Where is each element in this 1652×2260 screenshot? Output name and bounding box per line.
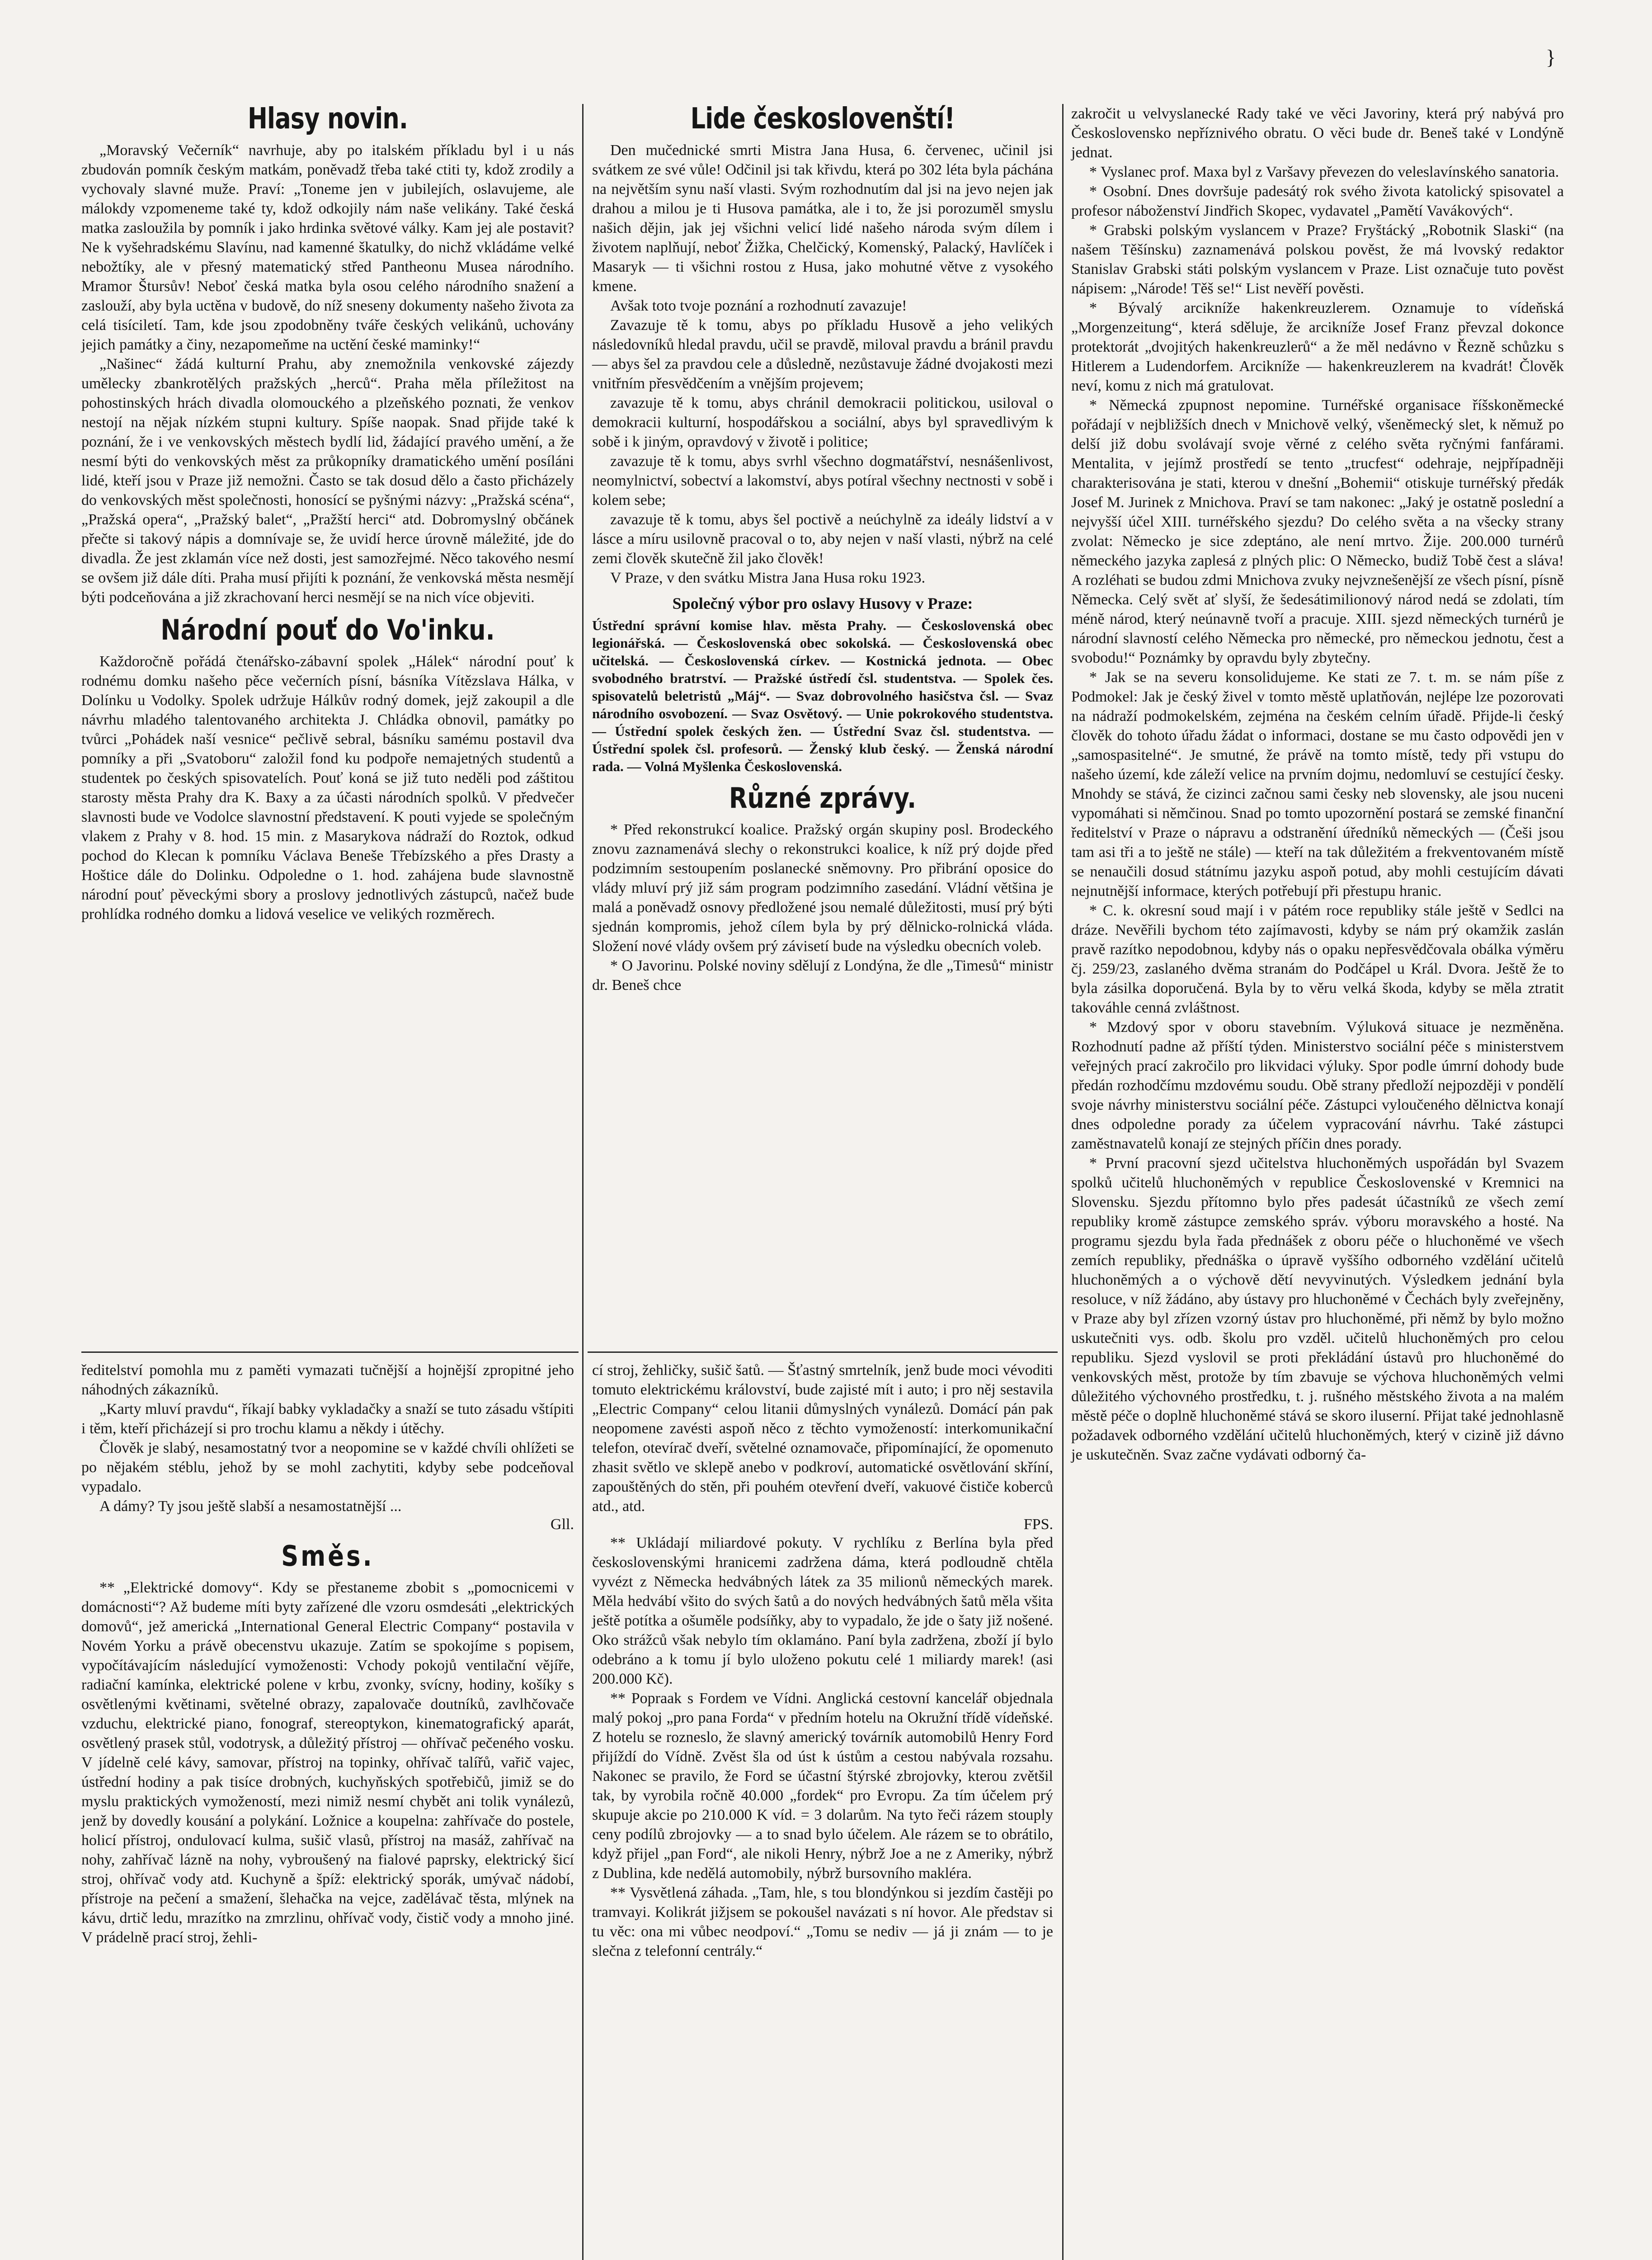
ruzne-title: Různé zprávy. (729, 782, 917, 815)
smes-continuation: cí stroj, žehličky, sušič šatů. — Šťastný smrtelník, jenž bude moci vévoditi tomuto elektrickému království, bude zajisté mít i auto; i pro něj sestavila „Electric Company“ celou litanii důmyslných vynálezů. Domácí pán pak neopomene zavésti aspoň něco z těchto vymožeností: interkomunikační telefon, otevírač dveří, světelné oznamovače, připomínající, že opomenuto zhasit světlo ve sklepě anebo v podkroví, automatické osvětlování skříní, zapouštěných do stěn, při pouhém otevření dveří, vakuové čističe koberců atd., atd. (592, 1362, 1053, 1515)
col3-paragraph-4: * Grabski polským vyslancem v Praze? Fryštácký „Robotnik Slaski“ (na našem Těšínsku) zaznamenává polskou pověst, že má lvovský redaktor Stanislav Grabski státi polským vyslancem v Praze. List označuje tuto pověst nápisem: „Národe! Těš se!“ List nevěří pověsti. (1071, 222, 1564, 297)
ruzne-paragraph-2: * O Javorinu. Polské noviny sdělují z Londýna, že dle „Timesů“ ministr dr. Beneš chce (592, 957, 1053, 994)
feuilleton-paragraph-3: A dámy? Ty jsou ještě slabší a nesamostatnější ... (99, 1498, 402, 1515)
committee-members: Ústřední správní komise hlav. města Prahy. — Československá obec legionářská. — Československá obec sokolská. — Československá obec učitelská. — Československá církev. — Kostnická jednota. — Obec svobodného bratrství. — Pražské ústředí čsl. studentstva. — Spolek čes. spisovatelů beletristů „Máj“. — Svaz dobrovolného hasičstva čsl. — Svaz národního osvobození. — Svaz Osvětový. — Unie pokrokového studentstva. — Ústřední spolek českých žen. — Ústřední Svaz čsl. studentstva. — Ústřední spolek čsl. profesorů. — Ženský klub český. — Ženská národní rada. — Volná Myšlenka Československá. (592, 617, 1053, 775)
col3-paragraph-6: * Německá zpupnost nepomine. Turnéřské organisace říšskoněmecké pořádají v nejbližších dnech v Mnichově velký, všeněmecký slet, k němuž po delší již dobu svolávají svoje věrné z celého světa ryčnými fanfárami. Mentalita, v jejímž prostředí se tento „trucfest“ odehraje, nejpřípadněji charakterisována je stati, kterou v dnešní „Bohemii“ otiskuje turnéřský předák Josef M. Jurinek z Mnichova. Praví se tam nakonec: „Jaký je ostatně poslední a nejvyšší účel XIII. turnéřského sjezdu? Do celého světa a na všecky strany zvolat: Německo je sice zdeptáno, ale není mrtvo. Žije. 200.000 turnérů německého jazyka zaplesá z plných plic: O Německo, budiž Tobě čest a sláva! A rozléhati se budou zdmi Mnichova zvuky nejvznešenější ze všech písní, písně Německa. Celý svět ať slyší, že šedesátimilionový národ nedá se zdolati, tím méně národ, který neúnavně tvoří a pracuje. XIII. sjezd německých turnérů je národní slavností celého Německa pro německé, pro německou jednotu, čest a svobodu!“ Poznámky by opravdu byly zbytečny. (1071, 397, 1564, 666)
col3-paragraph-10: * První pracovní sjezd učitelstva hluchoněmých uspořádán byl Svazem spolků učitelů hluchoněmých v republice Československé v Kremnici na Slovensku. Sjezdu přítomno bylo přes padesát účastníků ze všech zemí republiky kromě zástupce zemského správ. výboru moravského a hosté. Na programu sjezdu byla řada přednášek z oboru péče o hluchoněmé ve všech zemích republiky, přednáška o úpravě vyššího odborného vzdělání učitelů hluchoněmých a o výchově dětí nevyvinutých. Výsledkem jednání byla resoluce, v níž žádáno, aby ústavy pro hluchoněmé v Čechách byly zveřejněny, v Praze aby byl zřízen vzorný ústav pro hluchoněmé, při němž by bylo možno uskutečniti vys. odb. školu pro vzděl. učitelů hluchoněmých pro celou republiku. Sjezd vyslovil se proti překládání ústavů pro hluchoněmé do venkovských měst, protože by tím zbavuje se výchova hluchoněmých velmi důležitého výchovného prostředku, t. j. rušného městského života a na malém městě péče o doplně hluchoněmé stává se skoro iluserní. Přijat také jednohlasně požadavek odborného vzdělání učitelů hluchoněmých, který v cizině již dávno je uskutečněn. Svaz začne vydávati odborný ča- (1071, 1155, 1564, 1463)
committee-title: Společný výbor pro oslavy Husovy v Praze: (672, 594, 973, 613)
section-rule-middle (588, 1351, 1058, 1353)
lide-paragraph-4: zavazuje tě k tomu, abys chránil demokracii politickou, usiloval o demokracii kulturní, hospodářskou a sociální, abys byl spravedlivým k sobě i k jiným, opravdový v životě i politice; (592, 395, 1053, 451)
lide-paragraph-1: Den mučednické smrti Mistra Jana Husa, 6. červenec, učinil jsi svátkem ze své vůle! Odčinil jsi tak křivdu, která po 302 léta byla páchána na největším synu naší vlasti. Svým rozhodnutím dal jsi na jevo nejen jak drahou a milou je ti Husova památka, ale i to, že jsi porozuměl smyslu našich dějin, jak jej všichni velicí lidé našeho národa svým dílem i životem naplňují, neboť Žižka, Chelčický, Komenský, Palacký, Havlíček i Masaryk — ti všichni rostou z Husa, jako mohutné větve z vysokého kmene. (592, 142, 1053, 295)
column-left-top (81, 104, 574, 1351)
smes-paragraph-4: ** Vysvětlená záhada. „Tam, hle, s tou blondýnkou si jezdím častěji po tramvayi. Kolikrát jižjsem se pokoušel navázati s ní hovor. Ale představ si tu věc: ona mi vůbec neodpoví.“ „Tomu se nediv — já ji znám — to je slečna z telefonní centrály.“ (592, 1884, 1053, 1959)
col3-paragraph-5: * Bývalý arcikníže hakenkreuzlerem. Oznamuje to vídeňská „Morgenzeitung“, která sděluje, že arcikníže Josef Franz převzal dokonce protektorát „dvojitých hakenkreuzlerů“ a že měl nedávno v Řezně schůzku s Hitlerem a Ludendorfem. Arcikníže — hakenkreuzlerem na kvadrát! Člověk neví, komu z nich má gratulovat. (1071, 300, 1564, 394)
hlasy-paragraph-2: „Našinec“ žádá kulturní Prahu, aby znemožnila venkovské zájezdy umělecky zbankrotělých pražských „herců“. Praha měla příležitost na pohostinských hrách divadla olomouckého a plzeňského poznati, že venkov nestojí na nějak nízkém stupni kultury. Spíše naopak. Snad přijde také k poznání, že i ve venkovských městech bydlí lid, žádající pravého umění, a že nesmí býti do venkovských měst za průkopníky dramatického umění posíláni lidé, kteří jsou v Praze již nemožni. Často se tak dosud dělo a často přicházely do venkovských měst společnosti, honosící se pyšnými názvy: „Pražská scéna“, „Pražská opera“, „Pražský balet“, „Pražští herci“ atd. Dobromyslný občánek přečte si takový nápis a domnívaje se, že uvidí herce úrovně máležité, jde do divadla. Že jest zklamán více než dosti, jest samozřejmé. Něco takového nesmí se ovšem již dále díti. Praha musí přijíti k poznání, že venkovská města nesmějí býti podceňována a již zkrachovaní herci nesmějí se na nich více objeviti. (81, 356, 574, 606)
smes-paragraph-1: ** „Elektrické domovy“. Kdy se přestaneme zbobit s „pomocnicemi v domácnosti“? Až budeme míti byty zařízené dle vzoru osmdesáti „elektrických domovů“, jež americká „International General Electric Company“ postavila v Novém Yorku a právě obecenstvu ukazuje. Zatím se spokojíme s popisem, vypočítávajícím následující vymoženosti: Vchody pokojů ventilační vějíře, radiační kamínka, elektrické polene v krbu, zvonky, svícny, hodiny, košíky s osvětlenými květinami, světelné obrazy, zapalovače doutníků, zavlhčovače vzduchu, elektrické piano, fonograf, stereoptykon, kinematografický aparát, osvětlený prasek stůl, vodotrysk, a důležitý přístroj — ohřívač pečeného vosku. V jídelně celé kávy, samovar, přístroj na topinky, ohřívač talířů, vařič vajec, ústřední hodiny a pak tisíce drobných, kuchyňských spotřebičů, jimiž se do myslu praktických vymožeností, mezi nimiž nesmí chybět ani tolik vynálezů, jenž by dovedly kousání a polykání. Ložnice a koupelna: zahřívače do postele, holicí přístroj, ondulovací kulma, sušič vlasů, přístroj na masáž, zahřívač na nohy, zahřívač lázně na nohy, vybroušený na fialové paprsky, elektrický šicí stroj, ohřívač vody atd. Kuchyně a špíž: elektrický sporák, umývač nádobí, přístroje na pečení a smažení, šlehačka na vejce, zadělávač těsta, mlýnek na kávu, drtič ledu, mrazítko na zmrzlinu, ohřívač vody, čistič vody a mnoho jiné. V prádelně prací stroj, žehli- (81, 1579, 574, 1946)
hlasy-paragraph-1: „Moravský Večerník“ navrhuje, aby po italském příkladu byl i u nás zbudován pomník českým matkám, poněvadž třeba také ctiti ty, kdož zrodily a vychovaly slavné muže. Praví: „Toneme jen v jubilejích, oslavujeme, ale málokdy vzpomeneme také ty, kdož odkojily nám naše velikány. Také česká matka zasloužila by pomník i jako hrdinka světové války. Kam jej ale postavit? Ne k vyšehradskému Slavínu, nad kamenné škatulky, do nichž vkládáme velké nebožtíky, ale v přesný matematický střed Pantheonu Musea národního. Mramor Štursův! Neboť česká matka byla osou celého národního snažení a zaslouží, aby byla uctěna v budově, do níž sneseny dokumenty našeho života za celá tisíciletí. Tam, kde jsou zpodobněny tváře českých velikánů, uchovány jejich památky a činy, nezapomeňme na uctění české maminky!“ (81, 142, 574, 353)
lide-title: Lide českoslovenští! (690, 102, 955, 136)
smes-title: Směs. (281, 1540, 374, 1573)
smes-signature: FPS. (1023, 1516, 1053, 1533)
narodni-paragraph-1: Každoročně pořádá čtenářsko-zábavní spolek „Hálek“ národní pouť k rodnému domku našeho pěce večerních písní, básníka Vítězslava Hálka, v Dolínku u Vodolky. Spolek udržuje Hálkův rodný domek, jejž zakoupil a dle návrhu mladého talentovaného architekta J. Chládka obnovil, památky po tvůrci „Pohádek naší vesnice“ pečlivě sebral, básníku samému postavil dva pomníky a při „Svatoboru“ založil fond ku podpoře nemajetných studentů a studentek po českých spisovatelích. Pouť koná se již tuto neděli pod záštitou starosty města Prahy dra K. Baxy a za účasti národních spolků. V předvečer slavnosti bude ve Vodolce slavnostní představení. K pouti vyjede se společným vlakem z Prahy v 8. hod. 15 min. z Masarykova nádraží do Roztok, odkud pochod do Klecan k pomníku Václava Beneše Třebízského a přes Drasty a Hoštice dále do Dolinku. Odpoledne o 1. hod. zahájena bude slavnostně národní pouť pěveckými sbory a proslovy jednotlivých zástupců, načež bude prohlídka rodného domku a lidová veselice ve velikých rozměrech. (81, 653, 574, 923)
smes-paragraph-3: ** Popraak s Fordem ve Vídni. Anglická cestovní kancelář objednala malý pokoj „pro pana Forda“ v předním hotelu na Okružní třídě vídeňské. Z hotelu se rozneslo, že slavný americký továrník automobilů Henry Ford přijíždí do Vídně. Zvěst šla od úst k ústům a cestou nabývala rozsahu. Nakonec se pravilo, že Ford se účastní štýrské zbrojovky, kterou zvětšil tak, by vyrobila ročně 40.000 „fordek“ pro Evropu. Za tím účelem prý skupuje akcie po 210.000 K víd. = 3 dolarům. Na tyto řeči rázem stouply ceny podílů zbrojovky — a to snad bylo účelem. Ale rázem se to obrátilo, když přijel „pan Ford“, ale nikoli Henry, nýbrž Joe a ne z Ameriky, nýbrž z Dublina, kde nedělá automobily, nýbrž bursovního makléra. (592, 1690, 1053, 1882)
narodni-title: Národní pouť do Vo'inku. (160, 613, 495, 647)
ruzne-paragraph-1: * Před rekonstrukcí koalice. Pražský orgán skupiny posl. Brodeckého znovu zaznamenává slechy o rekonstrukci koalice, k níž prý dojde před podzimním sestoupením poslanecké sněmovny. Pro přibrání oposice do vlády mluví prý již sám program podzimního zasedání. Vládní většina je malá a poněvadž osnovy předložené jsou nemalé důležitosti, musí prý býti sjednán kompromis, jehož cílem byla by prý dělnicko-rolnická vláda. Složení nové vlády ovšem prý závisetí bude na výsledku obecních voleb. (592, 821, 1053, 955)
col3-paragraph-7: * Jak se na severu konsolidujeme. Ke stati ze 7. t. m. se nám píše z Podmokel: Jak je český živel v tomto městě uplatňován, nejlépe lze pozorovati na nádraží podmokelském, zejména na českém celním úřadě. Přijde-li český člověk do tohoto úřadu žádat o informaci, dostane se mu často odpovědi jen v „samospasitelné“. Je smutné, že právě na tomto místě, tedy při vstupu do našeho území, kde záleží velice na prvním dojmu, nedomluví se cestující česky. Mnohdy se stává, že cizinci začnou sami česky neb slovensky, ale jsou nuceni vypomáhati si němčinou. Snad po tomto upozornění postará se zemské finanční ředitelství v Praze o nápravu a odstranění úředníků německých — (Češi jsou tam asi tři a to ještě ne stále) — kteří na tak důležitém a frekventovaném místě se nenaučili dosud státnímu jazyku aspoň potud, aby mohli cestujícím dávati nejnutnější informace, kterých potřebují při přestupu hranic. (1071, 669, 1564, 899)
col3-paragraph-2: * Vyslanec prof. Maxa byl z Varšavy převezen do veleslavínského sanatoria. (1089, 164, 1559, 180)
feuilleton-paragraph-2: Člověk je slabý, nesamostatný tvor a neopomine se v každé chvíli ohlížeti se po nějakém stéblu, jehož by se mohl zachytiti, kdyby sebe podceňoval vypadalo. (81, 1440, 574, 1495)
lide-paragraph-6: zavazuje tě k tomu, abys šel poctivě a neúchylně za ideály lidství a v lásce a míru usilovně pracoval o to, aby nejen v naší vlasti, nýbrž na celé zemi člověk skutečně žil jako člověk! (592, 511, 1053, 567)
lide-paragraph-2: Avšak toto tvoje poznání a rozhodnutí zavazuje! (610, 297, 907, 315)
column-right (1071, 104, 1564, 2260)
column-rule-2 (1062, 104, 1064, 2260)
lide-paragraph-7: V Praze, v den svátku Mistra Jana Husa roku 1923. (610, 570, 926, 587)
lide-paragraph-3: Zavazuje tě k tomu, abys po příkladu Husově a jeho velikých následovníků hledal pravdu, učil se pravdě, miloval pravdu a bránil pravdu — abys šel za pravdou cele a důsledně, nezůstavuje žádné dvojakosti mezi vnitřním přesvědčením a vnějším projevem; (592, 317, 1053, 392)
section-rule-left (81, 1351, 579, 1353)
col3-paragraph-3: * Osobní. Dnes dovršuje padesátý rok svého života katolický spisovatel a profesor náboženství Jindřich Skopec, vydavatel „Pamětí Vavákových“. (1071, 183, 1564, 219)
col3-paragraph-9: * Mzdový spor v oboru stavebním. Výluková situace je nezměněna. Rozhodnutí padne až příští týden. Ministerstvo sociální péče s ministerstvem veřejných prací zakročilo pro likvidaci výluky. Spor podle úmrní dohody bude předán rozhodčímu mzdovému soudu. Obě strany předloží nejpozději v pondělí svoje návrhy ministerstvu sociální péče. Zástupci vyloučeného dělnictva konají dnes odpoledne porady za účelem vypracování návrhu. Také zástupci zaměstnavatelů konají ze stejných příčin dnes porady. (1071, 1019, 1564, 1152)
column-middle-top (592, 104, 1053, 1351)
column-left-bottom (81, 1361, 574, 2260)
col3-paragraph-1: zakročit u velvyslanecké Rady také ve věci Javoriny, která prý nabývá pro Československo nepříznivého obratu. O věci bude dr. Beneš také v Londýně jednat. (1071, 105, 1564, 161)
column-middle-bottom (592, 1361, 1053, 2260)
hlasy-title: Hlasy novin. (247, 102, 408, 136)
corner-mark: } (1546, 46, 1556, 69)
column-rule-1 (582, 104, 584, 2260)
smes-paragraph-2: ** Ukládají miliardové pokuty. V rychlíku z Berlína byla před československými hranicemi zadržena dáma, která podloudně chtěla vyvézt z Německa hedvábných látek za 35 milionů německých marek. Měla hedvábí všito do svých šatů a do nových hedvábných šatů měla všita ještě potítka a ošuměle podsíňky, aby to vypadalo, že jde o šaty již nošené. Oko strážců však nebylo tím oklamáno. Paní byla zadržena, zboží jí bylo odebráno a k tomu jí bylo uloženo pokutu celé 1 miliardy marek! (asi 200.000 Kč). (592, 1535, 1053, 1687)
feuilleton-end-paragraph: ředitelství pomohla mu z paměti vymazati tučnější a hojnější zpropitné jeho náhodných zákazníků. (81, 1362, 574, 1398)
feuilleton-paragraph-1: „Karty mluví pravdu“, říkají babky vykladačky a snaží se tuto zásadu vštípiti i těm, kteří přicházejí si pro trochu klamu a někdy i útěchy. (81, 1401, 574, 1437)
feuilleton-signature: Gll. (551, 1516, 574, 1533)
col3-paragraph-8: * C. k. okresní soud mají i v pátém roce republiky stále ještě v Sedlci na dráze. Nevěřili bychom této zajímavosti, kdyby se nám prý okamžik zaslán pravě razítko nepodobnou, kdyby nás o opaku nepřesvědčovala obálka výměru čj. 259/23, zaslaného dvěma stranám do Podčápel u Král. Dvora. Ještě že to byla zásilka doporučená. Byla by to věru velká škoda, kdyby se měla ztratit takováhle cenná zvláštnost. (1071, 902, 1564, 1016)
lide-paragraph-5: zavazuje tě k tomu, abys svrhl všechno dogmatářství, nesnášenlivost, neomylnictví, sobectví a lakomství, abys potíral všechny nectnosti v sobě i kolem sebe; (592, 453, 1053, 509)
